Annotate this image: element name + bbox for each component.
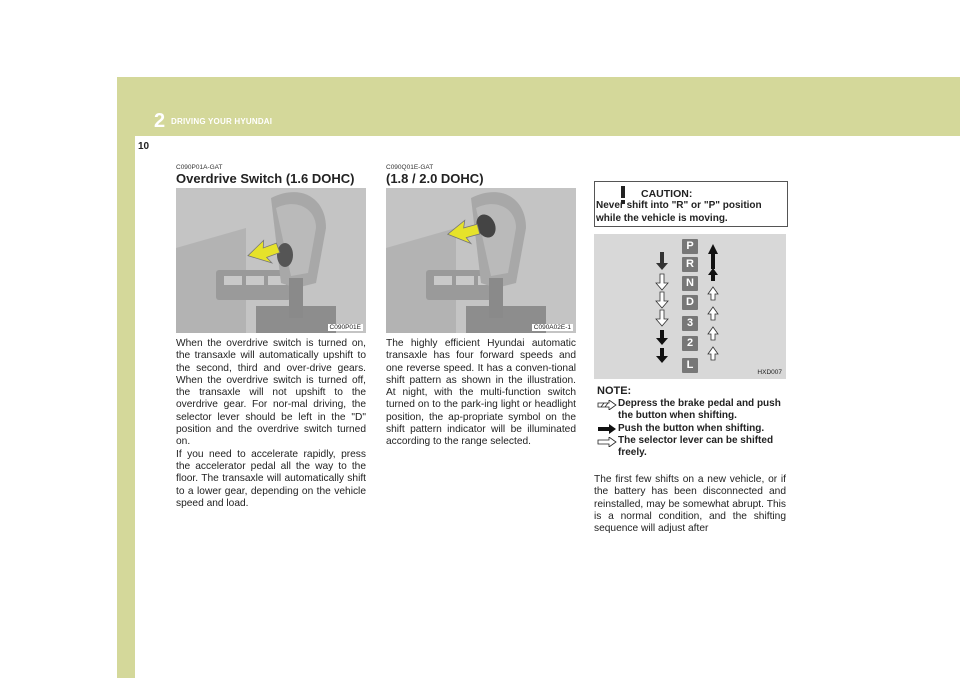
note-title: NOTE: bbox=[597, 385, 632, 397]
shift-lever-illustration bbox=[386, 188, 576, 333]
paragraph: If you need to accelerate rapidly, press the accelerator pedal all the way to the floor. The transaxle will automatically shift to a lower gear, depending on the vehicle speed and load. bbox=[176, 448, 366, 509]
note-item: Push the button when shifting. bbox=[618, 423, 765, 434]
photo-code-left: C090P01E bbox=[329, 324, 361, 331]
section-heading-left: Overdrive Switch (1.6 DOHC) bbox=[176, 171, 355, 186]
paragraph: The highly efficient Hyundai automatic transaxle has four forward speeds and one reverse speed. It has a conven-tional shift pattern as shown in the illustration. At night, with the multi-function switch turned on to the park-ing light or headlight position, the ap-propriate symbol on the shift pattern indicator will be illuminated according to the range selected. bbox=[386, 338, 576, 448]
shift-lever-photo bbox=[386, 188, 576, 333]
gear-l: L bbox=[682, 358, 698, 373]
paragraph: When the overdrive switch is turned on, the transaxle will automatically upshift to the second, third and over-drive gears. When the overdrive switch is turned off, the transaxle will not upshift to the overdrive gear. For nor-mal driving, the selector lever should be left in the "D" position and the overdrive switch turned on. bbox=[176, 338, 366, 448]
body-text-right: The first few shifts on a new vehicle, or if the battery has been disconnected and reinstalled, may be somewhat abrupt. This is a normal condition, and the shifting sequence will adjust after bbox=[594, 474, 786, 535]
note-item: The selector lever can be shifted freely. bbox=[618, 435, 774, 459]
gear-2: 2 bbox=[682, 336, 698, 351]
gear-3: 3 bbox=[682, 316, 698, 331]
note-item: Depress the brake pedal and push the button when shifting. bbox=[618, 398, 781, 422]
gear-r: R bbox=[682, 257, 698, 272]
hatched-arrow-icon bbox=[597, 400, 617, 410]
shift-pattern-figure bbox=[594, 234, 786, 379]
section-heading-middle: (1.8 / 2.0 DOHC) bbox=[386, 171, 484, 186]
body-text-middle bbox=[386, 338, 576, 449]
body-text-left bbox=[176, 338, 366, 510]
page-number: 10 bbox=[138, 141, 150, 152]
outline-arrow-icon bbox=[597, 437, 617, 447]
chapter-title: DRIVING YOUR HYUNDAI bbox=[171, 117, 273, 126]
caution-text: Never shift into "R" or "P" position while the vehicle is moving. bbox=[596, 200, 762, 224]
gear-d: D bbox=[682, 295, 698, 310]
section-code-middle: C090Q01E-GAT bbox=[386, 164, 434, 171]
chapter-number: 2 bbox=[154, 110, 166, 132]
header-band bbox=[117, 77, 960, 136]
photo-code-middle: C090A02E-1 bbox=[533, 324, 571, 331]
overdrive-switch-photo bbox=[176, 188, 366, 333]
caution-box bbox=[594, 181, 788, 227]
section-code-left: C090P01A-GAT bbox=[176, 164, 223, 171]
solid-arrow-icon bbox=[597, 424, 617, 434]
gear-p: P bbox=[682, 239, 698, 254]
caution-title: CAUTION: bbox=[641, 188, 693, 200]
figure-code: HXD007 bbox=[757, 369, 782, 376]
side-band bbox=[117, 136, 135, 678]
gear-n: N bbox=[682, 276, 698, 291]
shift-lever-illustration bbox=[176, 188, 366, 333]
